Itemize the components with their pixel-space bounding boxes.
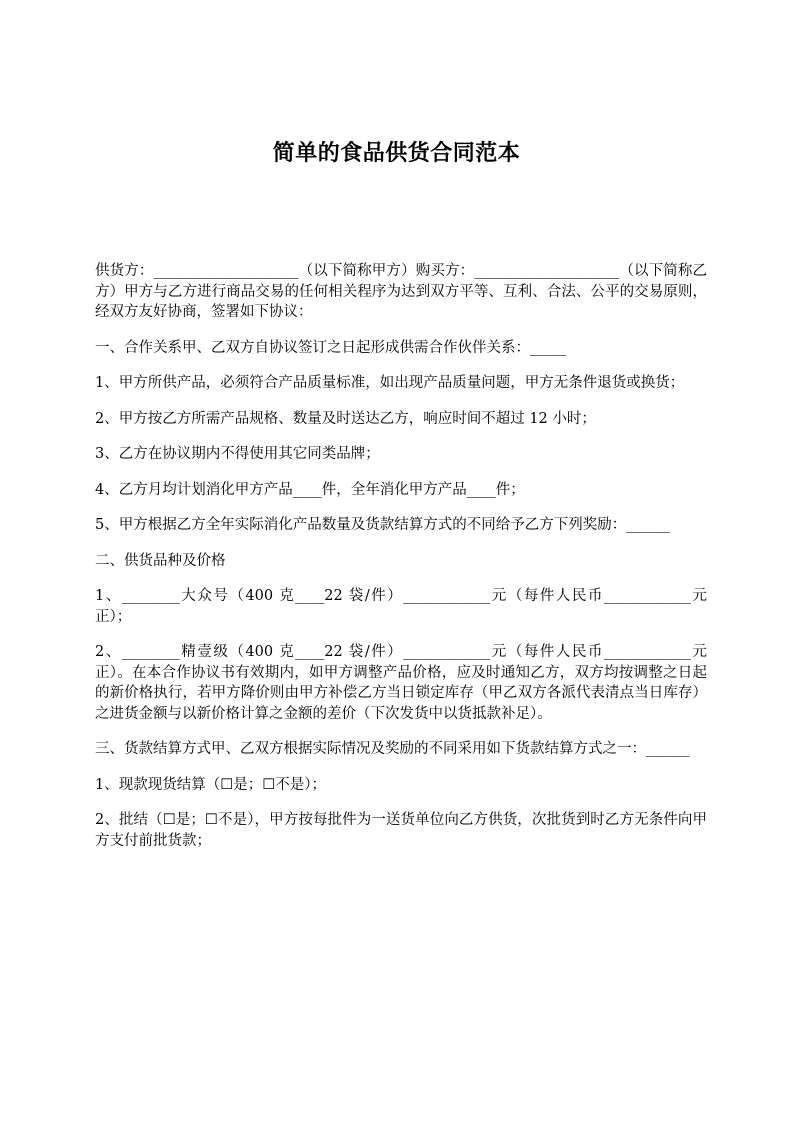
paragraph-clause-3-2: 2、批结（☐是；☐不是），甲方按每批件为一送货单位向乙方供货，次批货到时乙方无条件向甲方支付前批货款； [95, 812, 707, 849]
paragraph-section-3-heading: 三、货款结算方式甲、乙双方根据实际情况及奖励的不同采用如下货款结算方式之一：______ [95, 741, 690, 757]
paragraph-clause-2-2: 2、________精壹级（400 克____22 袋/件）____________元（每件人民币____________元正）。在本合作协议书有效期内，如甲方调整产品价格，应及时通知乙方，双方均按调整之日起的新价格执行，若甲方降价则由甲方补偿乙方当日锁定库存（甲乙双方各派代表清点当日库存）之进货金额与以新价格计算之金额的差价（下次发货中以货抵款补足）。 [95, 644, 707, 722]
paragraph-clause-1-5: 5、甲方根据乙方全年实际消化产品数量及货款结算方式的不同给予乙方下列奖励：______ [95, 517, 670, 533]
paragraph-clause-1-4: 4、乙方月均计划消化甲方产品____件，全年消化甲方产品____件； [95, 481, 525, 498]
paragraph-clause-1-1: 1、甲方所供产品，必须符合产品质量标准，如出现产品质量问题，甲方无条件退货或换货； [95, 375, 685, 391]
paragraph-clause-1-2: 2、甲方按乙方所需产品规格、数量及时送达乙方，响应时间不超过 12 小时； [95, 410, 596, 427]
document-body [95, 261, 707, 866]
paragraph-clause-1-3: 3、乙方在协议期内不得使用其它同类品牌； [95, 446, 380, 462]
paragraph-clause-2-1: 1、________大众号（400 克____22 袋/件）____________元（每件人民币____________元正）； [95, 588, 707, 625]
paragraph-clause-3-1: 1、现款现货结算（☐是；☐不是）； [95, 776, 326, 793]
paragraph-parties: 供货方：____________________（以下简称甲方）购买方：____________________（以下简称乙方）甲方与乙方进行商品交易的任何相关程序为达到双方平等、互利、合法、公平的交易原则，经双方友好协商，签署如下协议： [95, 263, 707, 320]
document-title: 简单的食品供货合同范本 [272, 141, 521, 166]
paragraph-section-1-heading: 一、合作关系甲、乙双方自协议签订之日起形成供需合作伙伴关系：_____ [95, 339, 567, 356]
paragraph-section-2-heading: 二、供货品种及价格 [95, 552, 226, 569]
